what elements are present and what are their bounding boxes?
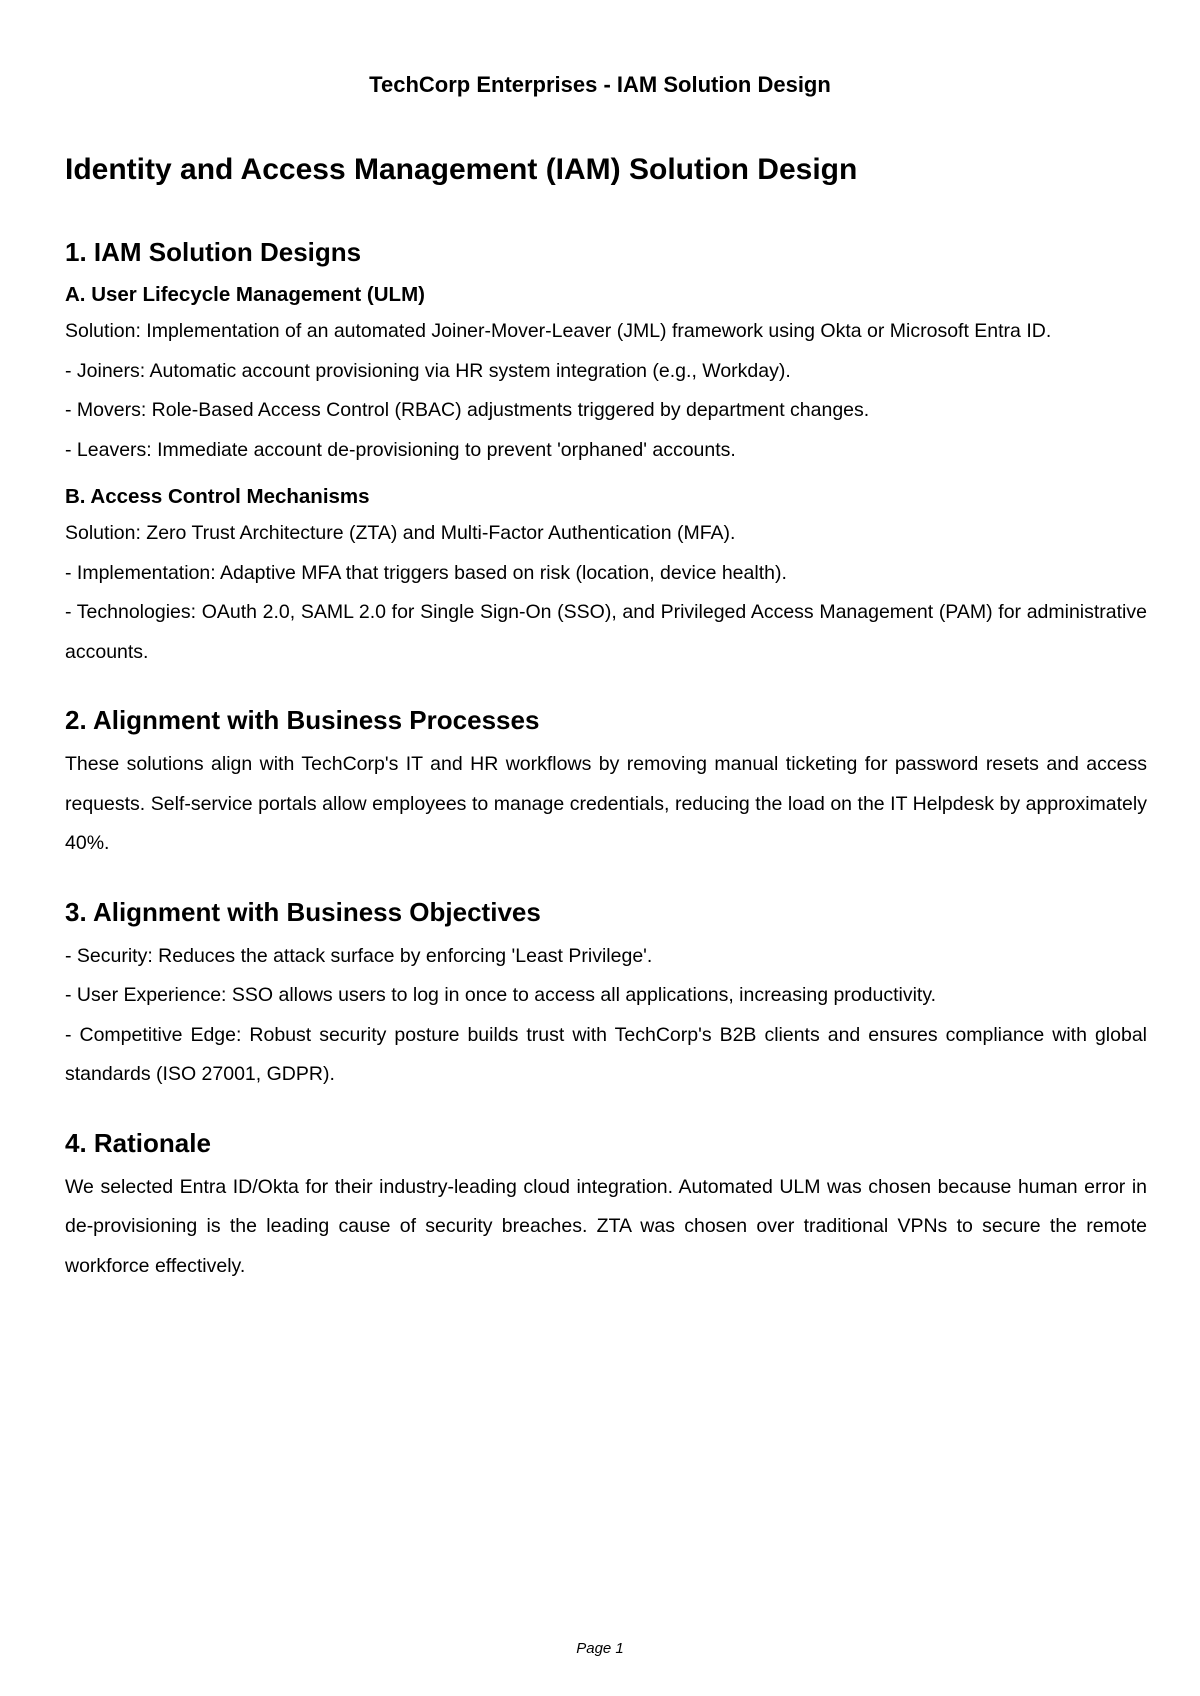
section-1-heading: 1. IAM Solution Designs	[65, 237, 362, 267]
acm-technologies-item: - Technologies: OAuth 2.0, SAML 2.0 for Single Sign-On (SSO), and Privileged Access Management (PAM) for administrative accounts.	[65, 601, 1147, 663]
page-number: Page 1	[576, 1640, 624, 1657]
running-header: TechCorp Enterprises - IAM Solution Design	[369, 72, 831, 97]
subsection-b-heading: B. Access Control Mechanisms	[65, 485, 370, 508]
ulm-solution-text: Solution: Implementation of an automated Joiner-Mover-Leaver (JML) framework using Okta or Microsoft Entra ID.	[65, 320, 1052, 342]
ulm-leavers-item: - Leavers: Immediate account de-provisioning to prevent 'orphaned' accounts.	[65, 438, 736, 461]
objective-ux-item: - User Experience: SSO allows users to log in once to access all applications, increasing productivity.	[65, 984, 937, 1006]
objective-competitive-item: - Competitive Edge: Robust security posture builds trust with TechCorp's B2B clients and ensures compliance with global standards (ISO 27001, GDPR).	[65, 1023, 1147, 1085]
document-body	[65, 148, 1147, 1286]
subsection-a-heading: A. User Lifecycle Management (ULM)	[65, 283, 425, 306]
document-title: Identity and Access Management (IAM) Solution Design	[65, 153, 858, 186]
ulm-movers-item: - Movers: Role-Based Access Control (RBAC) adjustments triggered by department changes.	[65, 399, 870, 421]
rationale-text: We selected Entra ID/Okta for their industry-leading cloud integration. Automated ULM was chosen because human error in de-provisioning is the leading cause of security breaches. ZTA was chosen over traditional VPNs to secure the remote workforce effectively.	[65, 1175, 1147, 1277]
business-processes-text: These solutions align with TechCorp's IT and HR workflows by removing manual ticketing for password resets and access requests. Self-service portals allow employees to manage credentials, reducing the load on the IT Helpdesk by approximately 40%.	[65, 753, 1147, 854]
objective-security-item: - Security: Reduces the attack surface by enforcing 'Least Privilege'.	[65, 944, 653, 967]
acm-solution-text: Solution: Zero Trust Architecture (ZTA) and Multi-Factor Authentication (MFA).	[65, 522, 736, 544]
section-3-heading: 3. Alignment with Business Objectives	[65, 896, 541, 927]
section-2-heading: 2. Alignment with Business Processes	[65, 705, 540, 735]
ulm-joiners-item: - Joiners: Automatic account provisioning via HR system integration (e.g., Workday).	[65, 359, 791, 382]
section-4-heading: 4. Rationale	[65, 1127, 211, 1158]
acm-implementation-item: - Implementation: Adaptive MFA that triggers based on risk (location, device health).	[65, 561, 787, 584]
